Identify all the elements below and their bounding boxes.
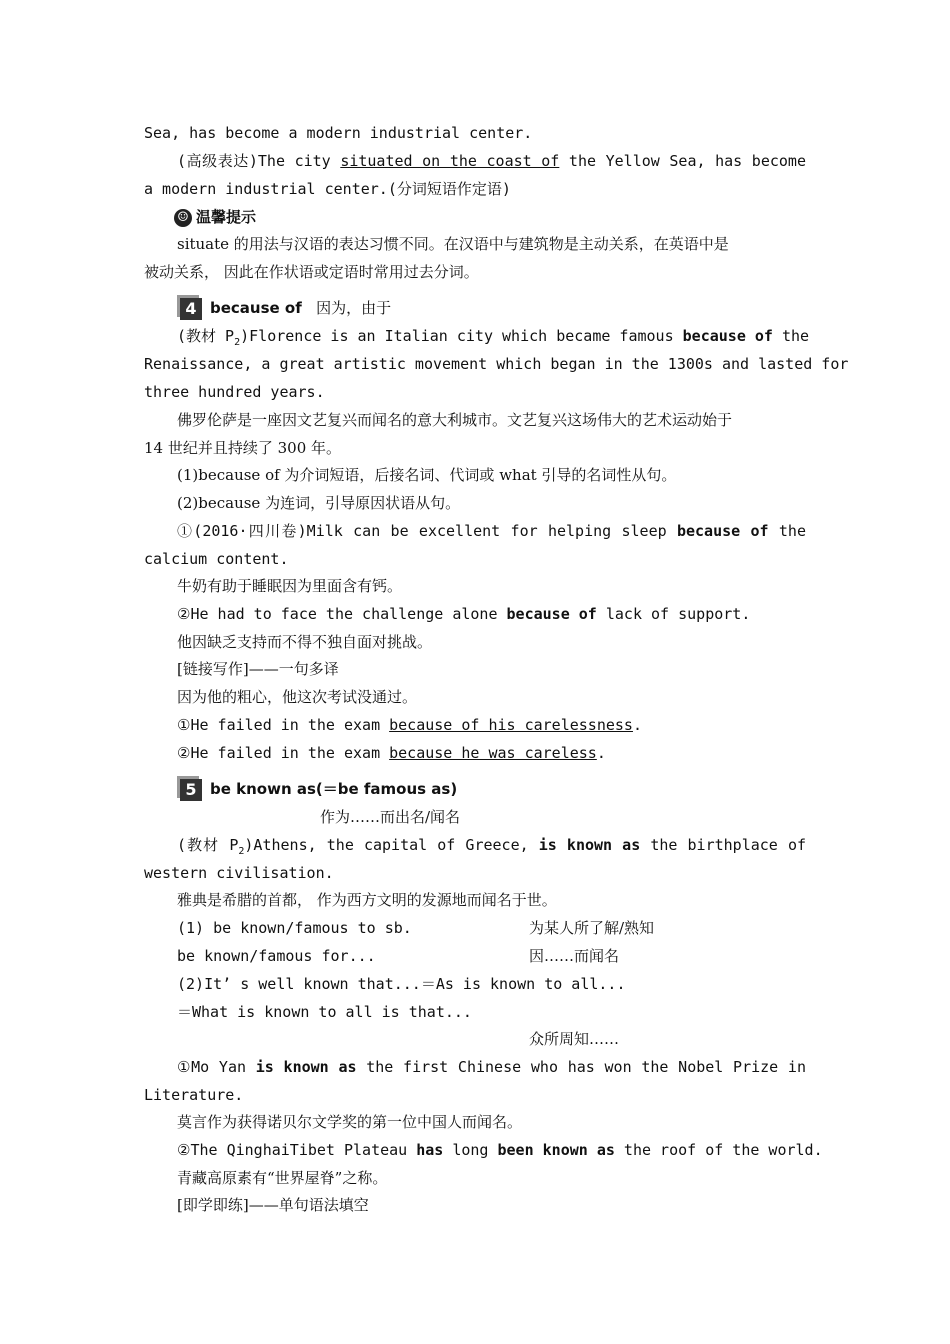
- example-line: ②He had to face the challenge alone because of lack of support.: [177, 605, 751, 623]
- text-line: a modern industrial center.(分词短语作定语): [144, 180, 511, 198]
- example-line: Literature.: [144, 1086, 244, 1104]
- section-number-badge: 5: [180, 779, 202, 801]
- text-line: 因为他的粗心，他这次考试没通过。: [177, 688, 418, 706]
- usage-line: (1) be known/famous to sb. 为某人所了解/熟知: [177, 919, 655, 937]
- example-line: ②The QinghaiTibet Plateau has long been known as the roof of the world.: [177, 1141, 823, 1159]
- text-line: western civilisation.: [144, 864, 334, 882]
- text-line: (教材 $P_2)Florence$ is an Italian city which became famous because of the: [177, 327, 810, 348]
- text-line: Sea, has become a modern industrial center.: [144, 124, 533, 142]
- link-writing-heading: [链接写作]——一句多译: [177, 660, 339, 678]
- underlined-answer: situated on the coast of: [340, 152, 560, 170]
- usage-line: be known/famous for... 因……而闻名: [177, 947, 620, 965]
- usage-line: 众所周知……: [529, 1030, 620, 1048]
- note-line: (1)because of 为介词短语，后接名词、代词或 what 引导的名词性从句。: [177, 466, 677, 484]
- section-number-badge: 4: [180, 298, 202, 320]
- practice-heading: [即学即练]——单句语法填空: [177, 1196, 369, 1214]
- text-line: 14 世纪并且持续了 300 年。: [144, 439, 342, 457]
- text-line: Renaissance, a great artistic movement which began in the 1300s and lasted for: [144, 355, 849, 373]
- smiley-icon: ☺: [174, 209, 192, 227]
- usage-line: (2)It’ s well known that...＝As is known to all...: [177, 975, 626, 993]
- usage-line: ＝What is known to all is that...: [177, 1003, 472, 1021]
- section-heading-5: 5 be known as(＝be famous as): [180, 775, 809, 803]
- answer-line: ②He failed in the exam because he was careless.: [177, 744, 606, 762]
- underlined-answer: because he was careless: [389, 744, 597, 762]
- example-line: ①Mo Yan is known as the first Chinese who has won the Nobel Prize in: [177, 1058, 806, 1076]
- example-translation: 牛奶有助于睡眠因为里面含有钙。: [177, 577, 403, 595]
- note-line: (2)because 为连词，引导原因状语从句。: [177, 494, 461, 512]
- example-line: calcium content.: [144, 550, 289, 568]
- tip-text: 被动关系， 因此在作状语或定语时常用过去分词。: [144, 263, 479, 281]
- section-heading-4: 4 because of 因为，由于: [180, 294, 809, 322]
- example-translation: 莫言作为获得诺贝尔文学奖的第一位中国人而闻名。: [177, 1113, 523, 1131]
- tip-heading: ☺ 温馨提示: [174, 203, 803, 231]
- underlined-answer: because of his carelessness: [389, 716, 633, 734]
- text-line: 雅典是希腊的首都， 作为西方文明的发源地而闻名于世。: [177, 891, 557, 909]
- text-line: 作为……而出名/闻名: [320, 808, 461, 826]
- example-translation: 他因缺乏支持而不得不独自面对挑战。: [177, 633, 433, 651]
- text-line: 佛罗伦萨是一座因文艺复兴而闻名的意大利城市。文艺复兴这场伟大的艺术运动始于: [177, 411, 733, 429]
- example-line: ①(2016·四川卷)Milk can be excellent for helping sleep because of the: [177, 522, 806, 540]
- tip-text: situate 的用法与汉语的表达习惯不同。在汉语中与建筑物是主动关系，在英语中是: [177, 235, 729, 253]
- example-translation: 青藏高原素有“世界屋脊”之称。: [177, 1169, 388, 1187]
- text-line: three hundred years.: [144, 383, 325, 401]
- text-line: (高级表达)The city situated on the coast of the Yellow Sea, has become: [177, 152, 806, 170]
- text-line: (教材 $P_2)Athens$, the capital of Greece, is known as the birthplace of: [177, 836, 806, 857]
- answer-line: ①He failed in the exam because of his carelessness.: [177, 716, 642, 734]
